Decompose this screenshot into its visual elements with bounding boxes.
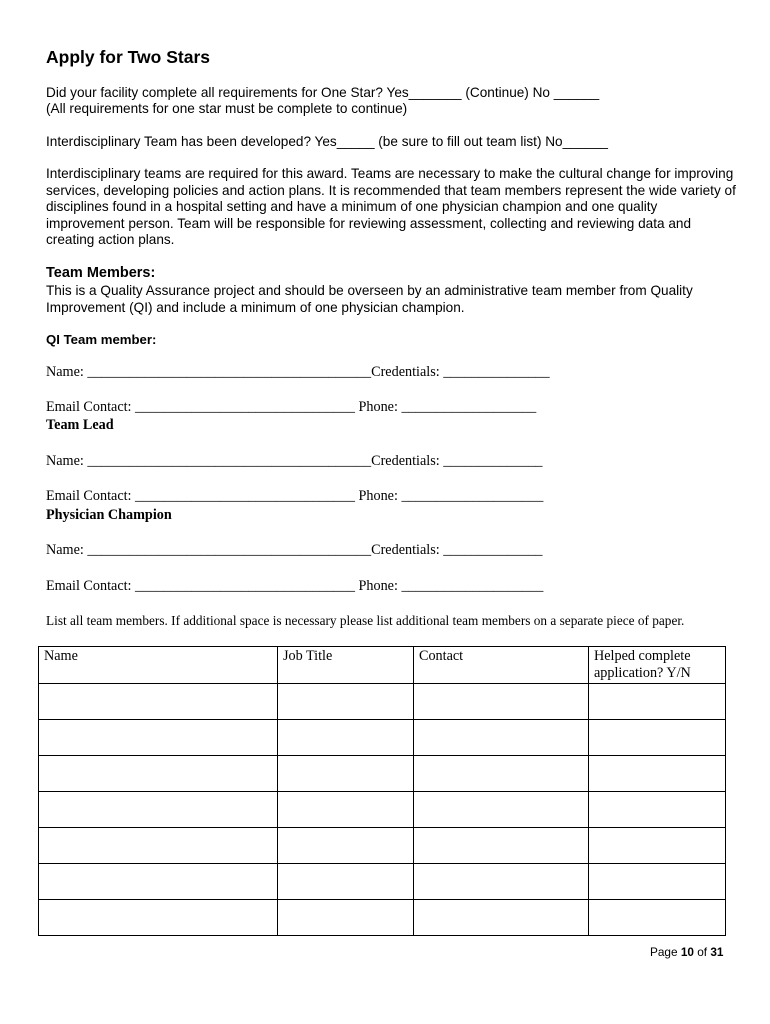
qi-email-field[interactable]: Email Contact: _______________________________ Phone: ___________________ [46,399,537,415]
table-cell-contact[interactable] [414,864,589,900]
page-number [650,945,724,959]
page-total: 31 [710,945,724,959]
column-header-job-title: Job Title [278,647,414,684]
table-cell-job-title[interactable] [278,720,414,756]
table-cell-helped[interactable] [589,684,726,720]
page-of: of [697,945,708,959]
column-header-helped: Helped complete application? Y/N [589,647,726,684]
table-cell-helped[interactable] [589,756,726,792]
table-cell-job-title[interactable] [278,756,414,792]
interdisciplinary-paragraph: Interdisciplinary teams are required for this award. Teams are necessary to make the cultural change for improving services, developing policies and action plans. It is recommended that team members represent the wide variety of disciplines found in a hospital setting and have a minimum of one physician champion and one quality improvement person. Team will be responsible for reviewing assessment, collecting and reviewing data and creating action plans. [46,166,736,247]
table-cell-job-title[interactable] [278,792,414,828]
one-star-question: Did your facility complete all requirements for One Star? Yes_______ (Continue) No ______ [46,85,600,100]
one-star-note: (All requirements for one star must be complete to continue) [46,101,408,116]
table-row [39,792,726,828]
table-cell-helped[interactable] [589,864,726,900]
team-members-paragraph: This is a Quality Assurance project and should be overseen by an administrative team member from Quality Improvement (QI) and include a minimum of one physician champion. [46,283,693,315]
team-lead-email-field[interactable]: Email Contact: _______________________________ Phone: ____________________ [46,488,544,504]
physician-champion-heading: Physician Champion [46,507,172,523]
table-row [39,900,726,936]
table-cell-name[interactable] [39,684,278,720]
team-list-note: List all team members. If additional space is necessary please list additional team members on a separate piece of paper. [46,613,685,628]
table-cell-helped[interactable] [589,720,726,756]
table-cell-job-title[interactable] [278,900,414,936]
table-row [39,864,726,900]
physician-email-field[interactable]: Email Contact: _______________________________ Phone: ____________________ [46,578,544,594]
table-cell-name[interactable] [39,828,278,864]
table-row [39,828,726,864]
page-title: Apply for Two Stars [46,47,210,67]
qi-team-member-label: QI Team member: [46,332,157,347]
table-cell-name[interactable] [39,864,278,900]
team-developed-question: Interdisciplinary Team has been developed? Yes_____ (be sure to fill out team list) No______ [46,134,608,149]
team-lead-heading: Team Lead [46,417,114,433]
table-cell-name[interactable] [39,756,278,792]
table-cell-contact[interactable] [414,684,589,720]
table-cell-job-title[interactable] [278,684,414,720]
page-current: 10 [680,945,694,959]
table-cell-contact[interactable] [414,900,589,936]
qi-name-field[interactable]: Name: ________________________________________Credentials: _______________ [46,364,550,380]
table-cell-name[interactable] [39,900,278,936]
table-row [39,720,726,756]
physician-name-field[interactable]: Name: ________________________________________Credentials: ______________ [46,542,543,558]
table-row [39,756,726,792]
table-cell-helped[interactable] [589,792,726,828]
table-cell-job-title[interactable] [278,864,414,900]
table-cell-contact[interactable] [414,756,589,792]
team-lead-name-field[interactable]: Name: ________________________________________Credentials: ______________ [46,453,543,469]
column-header-contact: Contact [414,647,589,684]
table-cell-contact[interactable] [414,720,589,756]
team-members-heading: Team Members: [46,265,156,281]
table-row [39,684,726,720]
table-cell-job-title[interactable] [278,828,414,864]
table-cell-name[interactable] [39,720,278,756]
team-members-table [38,646,726,936]
table-cell-contact[interactable] [414,828,589,864]
table-cell-name[interactable] [39,792,278,828]
column-header-name: Name [39,647,278,684]
table-header-row [39,647,726,684]
page-word: Page [650,945,678,959]
table-cell-helped[interactable] [589,900,726,936]
table-cell-contact[interactable] [414,792,589,828]
table-cell-helped[interactable] [589,828,726,864]
